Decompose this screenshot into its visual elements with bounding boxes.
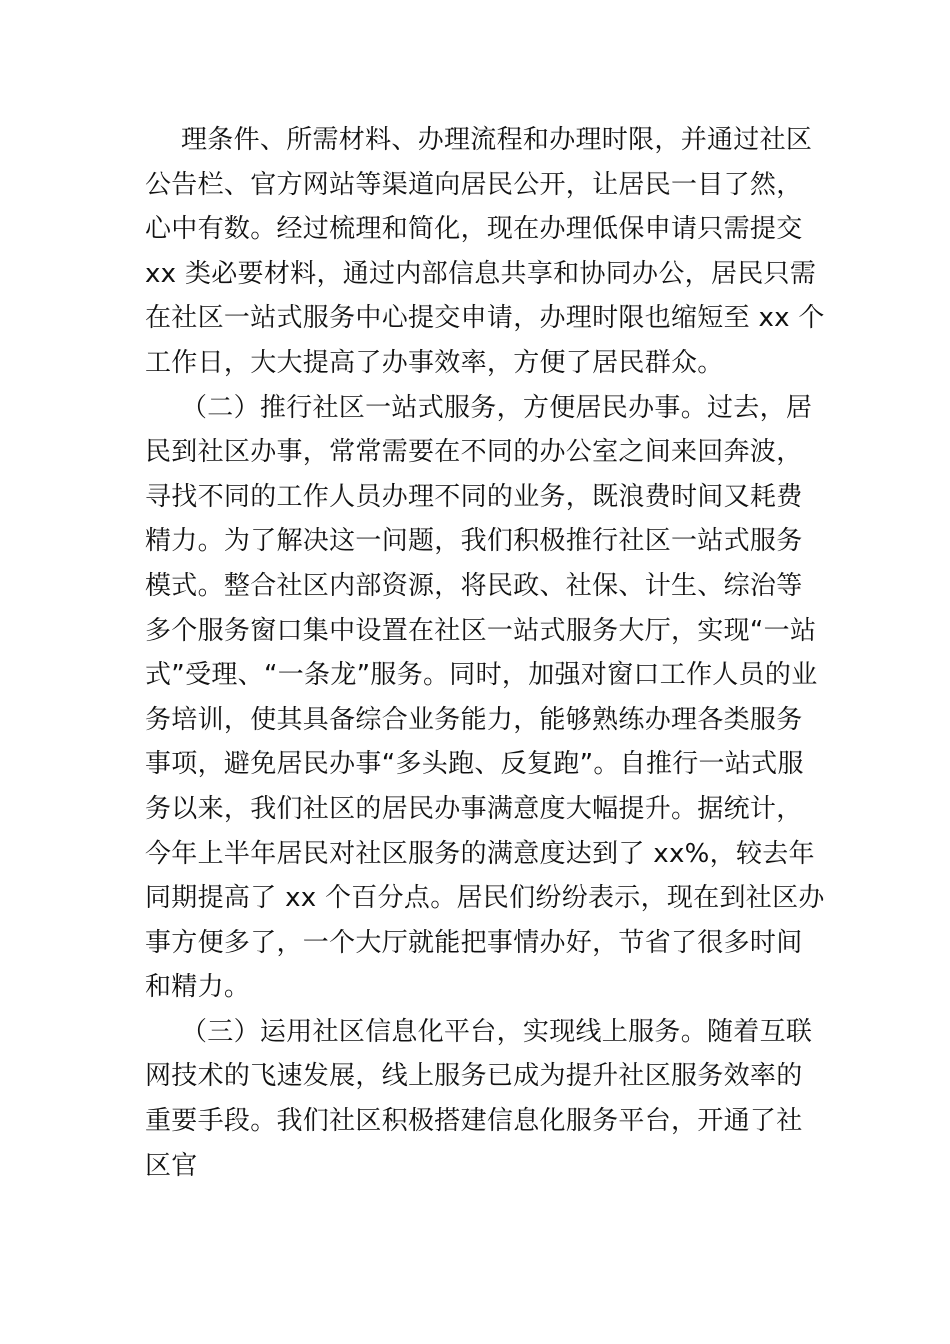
text-line: 务培训，使其具备综合业务能力，能够熟练办理各类服务: [145, 704, 803, 735]
text-line: xx 类必要材料，通过内部信息共享和协同办公，居民只需: [145, 258, 817, 289]
text-line: 工作日，大大提高了办事效率，方便了居民群众。: [145, 347, 724, 378]
text-line: 今年上半年居民对社区服务的满意度达到了 xx%，较去年: [145, 838, 815, 869]
text-line: 区官: [145, 1150, 198, 1181]
text-line: 同期提高了 xx 个百分点。居民们纷纷表示，现在到社区办: [145, 883, 825, 914]
text-line: 网技术的飞速发展，线上服务已成为提升社区服务效率的: [145, 1061, 803, 1092]
text-line: 民到社区办事，常常需要在不同的办公室之间来回奔波，: [145, 437, 803, 468]
text-line: 模式。整合社区内部资源，将民政、社保、计生、综治等: [145, 570, 803, 601]
document-body: [145, 118, 825, 1188]
paragraph-first-line: （三）运用社区信息化平台，实现线上服务。随着互联: [181, 1016, 813, 1047]
text-line: 事项，避免居民办事“多头跑、反复跑”。自推行一站式服: [145, 749, 804, 780]
text-line: 事方便多了，一个大厅就能把事情办好，节省了很多时间: [145, 927, 803, 958]
paragraph-first-line: （二）推行社区一站式服务，方便居民办事。过去，居: [181, 392, 813, 423]
text-line: 多个服务窗口集中设置在社区一站式服务大厅，实现“一站: [145, 615, 817, 646]
text-line: 寻找不同的工作人员办理不同的业务，既浪费时间又耗费: [145, 481, 803, 512]
text-line: 精力。为了解决这一问题，我们积极推行社区一站式服务: [145, 526, 803, 557]
text-line: 和精力。: [145, 972, 251, 1003]
paragraph-first-line: 理条件、所需材料、办理流程和办理时限，并通过社区: [181, 125, 813, 155]
text-line: 务以来，我们社区的居民办事满意度大幅提升。据统计，: [145, 793, 803, 824]
text-line: 心中有数。经过梳理和简化，现在办理低保申请只需提交: [145, 214, 803, 245]
text-line: 式”受理、“一条龙”服务。同时，加强对窗口工作人员的业: [145, 660, 818, 691]
text-line: 公告栏、官方网站等渠道向居民公开，让居民一目了然，: [145, 169, 803, 200]
text-line: 在社区一站式服务中心提交申请，办理时限也缩短至 xx 个: [145, 303, 825, 334]
text-line: 重要手段。我们社区积极搭建信息化服务平台，开通了社: [145, 1106, 803, 1137]
